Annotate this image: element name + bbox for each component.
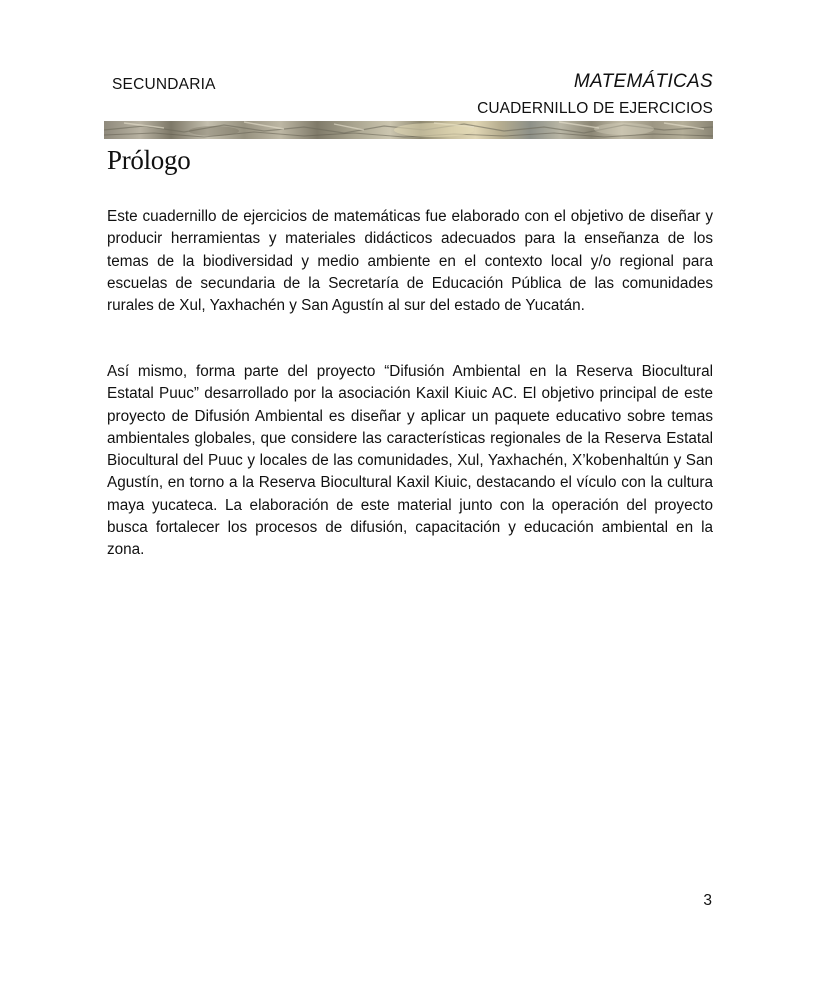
page-title: Prólogo (107, 145, 191, 175)
paragraph-2: Así mismo, forma parte del proyecto “Difusión Ambiental en la Reserva Biocultural Estatal Puuc” desarrollado por la asociación Kaxil Kiuic AC. El objetivo principal de este proyecto de Difusión Ambiental es diseñar y aplicar un paquete educativo sobre temas ambientales globales, que considere las características regionales de la Reserva Estatal Biocultural del Puuc y locales de las comunidades, Xul, Yaxhachén, X’kobenhaltún y San Agustín, en torno a la Reserva Biocultural Kaxil Kiuic, destacando el vículo con la cultura maya yucateca. La elaboración de este material junto con la operación del proyecto busca fortalecer los procesos de difusión, capacitación y educación ambiental en la zona. (107, 363, 713, 559)
header-decorative-banner (104, 121, 713, 139)
banner-stone-texture (104, 121, 713, 139)
header-subtitle: CUADERNILLO DE EJERCICIOS (477, 100, 713, 117)
paragraph-1: Este cuadernillo de ejercicios de matemáticas fue elaborado con el objetivo de diseñar y producir herramientas y materiales didácticos adecuados para la enseñanza de los temas de la biodiversidad y medio ambiente en el contexto local y/o regional para escuelas de secundaria de la Secretaría de Educación Pública de las comunidades rurales de Xul, Yaxhachén y San Agustín al sur del estado de Yucatán. (107, 208, 713, 315)
page-number: 3 (703, 892, 712, 909)
header-subject-title: MATEMÁTICAS (573, 71, 713, 92)
header-level-label: SECUNDARIA (112, 76, 216, 93)
